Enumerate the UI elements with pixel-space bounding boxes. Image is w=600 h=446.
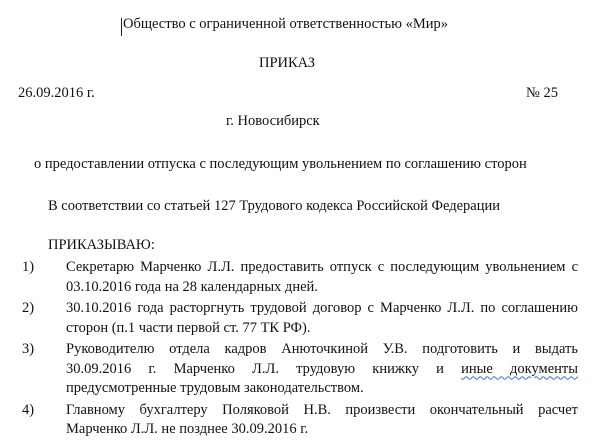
list-item-text: сторон (п.1 части первой ст. 77 ТК РФ).	[66, 319, 311, 336]
list-item-text: Марченко Л.Л. не позднее 30.09.2016 г.	[66, 421, 309, 437]
organization-name: Общество с ограниченной ответственностью «Мир»	[123, 16, 449, 32]
text-cursor	[121, 18, 122, 36]
order-number: № 25	[526, 85, 558, 101]
list-item	[18, 340, 578, 399]
list-item-marker: 1)	[22, 259, 35, 275]
order-date: 26.09.2016 г.	[18, 85, 95, 101]
list-item-marker: 2)	[22, 300, 35, 316]
legal-basis: В соответствии со статьей 127 Трудового кодекса Российской Федерации	[48, 198, 500, 214]
list-item-text-line	[66, 360, 578, 380]
list-item-marker: 3)	[22, 341, 35, 357]
list-item	[18, 401, 578, 440]
list-item-text: 30.10.2016 года расторгнуть трудовой договор с Марченко Л.Л. по соглашению	[66, 300, 578, 316]
order-city: г. Новосибирск	[226, 113, 320, 129]
list-item	[18, 258, 578, 297]
order-heading: ПРИКАЗЫВАЮ:	[48, 237, 155, 253]
list-item-text: Секретарю Марченко Л.Л. предоставить отпуск с последующим увольнением с	[66, 259, 578, 275]
order-items-list	[18, 258, 578, 442]
order-subject: о предоставлении отпуска с последующим увольнением по соглашению сторон	[34, 156, 527, 172]
spellcheck-underline: иные документы	[461, 360, 578, 377]
list-item-text: 30.09.2016 г. Марченко Л.Л. трудовую книжку и	[66, 360, 462, 377]
list-item-text: Руководителю отдела кадров Анюточкиной У.В. подготовить и выдать	[66, 341, 578, 357]
list-item-text: предусмотренные трудовым законодательством.	[66, 380, 364, 396]
list-item-text: Главному бухгалтеру Поляковой Н.В. произвести окончательный расчет	[66, 401, 578, 418]
list-item-marker: 4)	[22, 401, 35, 418]
document-title: ПРИКАЗ	[259, 55, 316, 71]
list-item	[18, 299, 578, 338]
list-item-text: 03.10.2016 года на 28 календарных дней.	[66, 278, 318, 295]
